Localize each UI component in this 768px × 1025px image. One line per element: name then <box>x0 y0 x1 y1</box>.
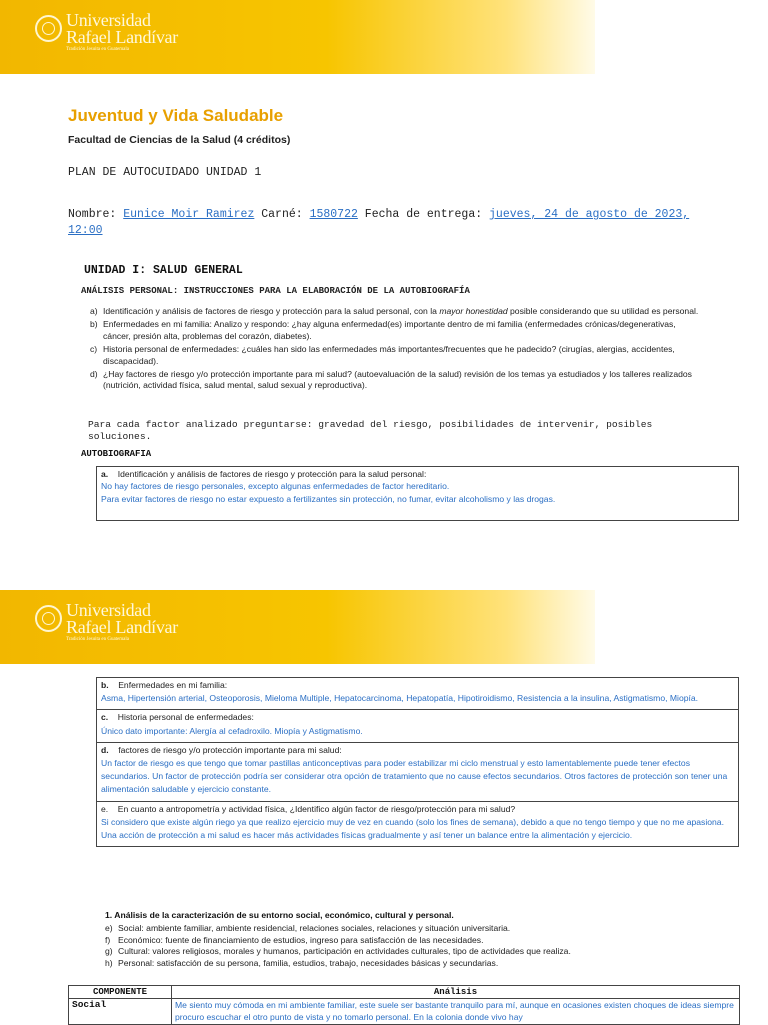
question-a: a. Identificación y análisis de factores de riesgo y protección para la salud personal: <box>101 469 427 479</box>
answer-box-a <box>96 466 739 521</box>
answer-boxes <box>96 677 739 847</box>
logo-tagline: Tradición Jesuita en Guatemala <box>66 637 129 642</box>
component-table <box>68 985 740 1025</box>
answer-e: Si considero que existe algún riego ya que realizo ejercicio muy de vez en cuando (solo los fines de semana), debido a que no tengo tiempo y que no me apasiona. Una acción de protección a mi salud es hacer más actividades físicas gradualmente y así tener un balance entre la alimentación y ejercicio. <box>101 816 724 841</box>
answer-a-line-1: No hay factores de riesgo personales, excepto algunas enfermedades de factor hereditario. <box>101 481 450 492</box>
unit-heading: UNIDAD I: SALUD GENERAL <box>84 264 243 277</box>
logo-line-1: Universidad <box>66 600 151 620</box>
plan-heading: PLAN DE AUTOCUIDADO UNIDAD 1 <box>68 166 262 179</box>
instructions-list <box>90 306 702 394</box>
document-title: Juventud y Vida Saludable <box>68 106 284 125</box>
list-item: e) Social: ambiente familiar, ambiente residencial, relaciones sociales, relaciones y situación universitaria. <box>105 923 511 933</box>
answer-box-d: d. factores de riesgo y/o protección importante para mi salud: Un factor de riesgo es que tengo que tomar pastillas anticonceptivas para poder estabilizar mi ciclo menstrual y esto lamentablemente puede tener efectos secundarios. Un factor de protección podría ser considerar otra opción de tratamiento que no cause efectos secundarios. Otros factores de protección son tener una alimentación saludable y ejercicio constante. <box>97 743 738 802</box>
analysis-heading: ANÁLISIS PERSONAL: INSTRUCCIONES PARA LA ELABORACIÓN DE LA AUTOBIOGRAFÍA <box>81 286 470 296</box>
table-cell-componente: Social <box>69 999 172 1025</box>
autobiography-heading: AUTOBIOGRAFIA <box>81 449 152 459</box>
answer-box-c: c. Historia personal de enfermedades: Único dato importante: Alergía al cefadroxilo. Miopía y Astigmatismo. <box>97 710 738 742</box>
nombre-label: Nombre: <box>68 208 117 221</box>
section-1-heading: 1. Análisis de la caracterización de su entorno social, económico, cultural y personal. <box>105 910 454 920</box>
fecha-link[interactable]: jueves, 24 de agosto de 2023, 12:00 <box>68 208 690 237</box>
university-header-banner-page-2 <box>0 590 595 664</box>
answer-box-e: e. En cuanto a antropometría y actividad física, ¿Identifico algún factor de riesgo/protección para mi salud? Si considero que existe algún riego ya que realizo ejercicio muy de vez en cuando (solo los fines de semana), debido a que no tengo tiempo y que no me apasiona. Una acción de protección a mi salud es hacer más actividades físicas gradualmente y así tener un balance entre la alimentación y ejercicio. <box>97 802 738 847</box>
list-item: f) Económico: fuente de financiamiento de estudios, ingreso para satisfacción de las necesidades. <box>105 934 484 945</box>
logo-line-1: Universidad <box>66 10 151 30</box>
logo-line-2: Rafael Landívar <box>66 27 178 47</box>
logo-tagline: Tradición Jesuita en Guatemala <box>66 47 129 52</box>
fecha-label: Fecha de entrega: <box>364 208 483 221</box>
university-seal-icon <box>35 605 62 632</box>
list-item: h) Personal: satisfacción de su persona, familia, estudios, trabajo, necesidades básicas y secundarias. <box>105 957 499 968</box>
column-header: COMPONENTE <box>69 986 172 999</box>
university-seal-icon <box>35 15 62 42</box>
table-header-row <box>69 986 740 999</box>
list-item: g) Cultural: valores religiosos, morales y humanos, participación en actividades culturales, tipo de actividades que realiza. <box>105 946 571 957</box>
student-info-line <box>68 207 708 239</box>
column-header: Análisis <box>172 986 740 999</box>
table-row <box>69 999 740 1025</box>
university-logo <box>35 602 178 643</box>
answer-c: Único dato importante: Alergía al cefadroxilo. Miopía y Astigmatismo. <box>101 725 363 736</box>
answer-b: Asma, Hipertensión arterial, Osteoporosis, Mieloma Multiple, Hepatocarcinoma, Hepatopatía, Hipotiroidismo, Resistencia a la insulina, Astigmatismo, Miopía. <box>101 693 699 704</box>
carne-link[interactable]: 1580722 <box>309 208 358 221</box>
university-header-banner <box>0 0 595 74</box>
university-logo <box>35 12 178 53</box>
nombre-link[interactable]: Eunice Moir Ramirez <box>123 208 255 221</box>
list-item: c) Historia personal de enfermedades: ¿cuáles han sido las enfermedades más importantes/frecuentes que he padecido? (cirugías, alergias, accidentes, discapacidad). <box>90 344 675 366</box>
answer-d: Un factor de riesgo es que tengo que tomar pastillas anticonceptivas para poder estabilizar mi ciclo menstrual y esto lamentablemente puede tener efectos secundarios. Un factor de protección podría ser considerar otra opción de tratamiento que no cause efectos secundarios. Otros factores de protección son tener una alimentación saludable y ejercicio constante. <box>101 758 728 795</box>
faculty-subtitle: Facultad de Ciencias de la Salud (4 créditos) <box>68 134 291 146</box>
list-item: a) Identificación y análisis de factores de riesgo y protección para la salud personal, con la mayor honestidad posible considerando que su utilidad es personal. <box>90 306 699 316</box>
logo-line-2: Rafael Landívar <box>66 617 178 637</box>
list-item: d) ¿Hay factores de riesgo y/o protección importante para mi salud? (autoevaluación de la salud) revisión de los temas ya estudiados y los talleres realizados (nutrición, actividad física, salud mental, salud sexual y reproductiva). <box>90 369 692 391</box>
table-cell-analisis: Me siento muy cómoda en mi ambiente familiar, este suele ser bastante tranquilo para mí, aunque en ocasiones existen choques de ideas siempre procuro escuchar el otro punto de vista y no tomarlo personal. En la colonia donde vivo hay <box>172 999 740 1025</box>
list-item: b) Enfermedades en mi familia: Analizo y respondo: ¿hay alguna enfermedad(es) importante dentro de mi familia (enfermedades crónicas/degenerativas, cáncer, presión alta, problemas del corazón, diabetes). <box>90 319 676 341</box>
entorno-list <box>105 923 725 969</box>
answer-box-b: b. Enfermedades en mi familia: Asma, Hipertensión arterial, Osteoporosis, Mieloma Multiple, Hepatocarcinoma, Hepatopatía, Hipotiroidismo, Resistencia a la insulina, Astigmatismo, Miopía. <box>97 678 738 710</box>
answer-a-line-2: Para evitar factores de riesgo no estar expuesto a fertilizantes sin protección, no fumar, evitar alcoholismo y las drogas. <box>101 493 556 504</box>
instruction-paragraph: Para cada factor analizado preguntarse: gravedad del riesgo, posibilidades de intervenir, posibles soluciones. <box>88 419 653 442</box>
carne-label: Carné: <box>261 208 303 221</box>
